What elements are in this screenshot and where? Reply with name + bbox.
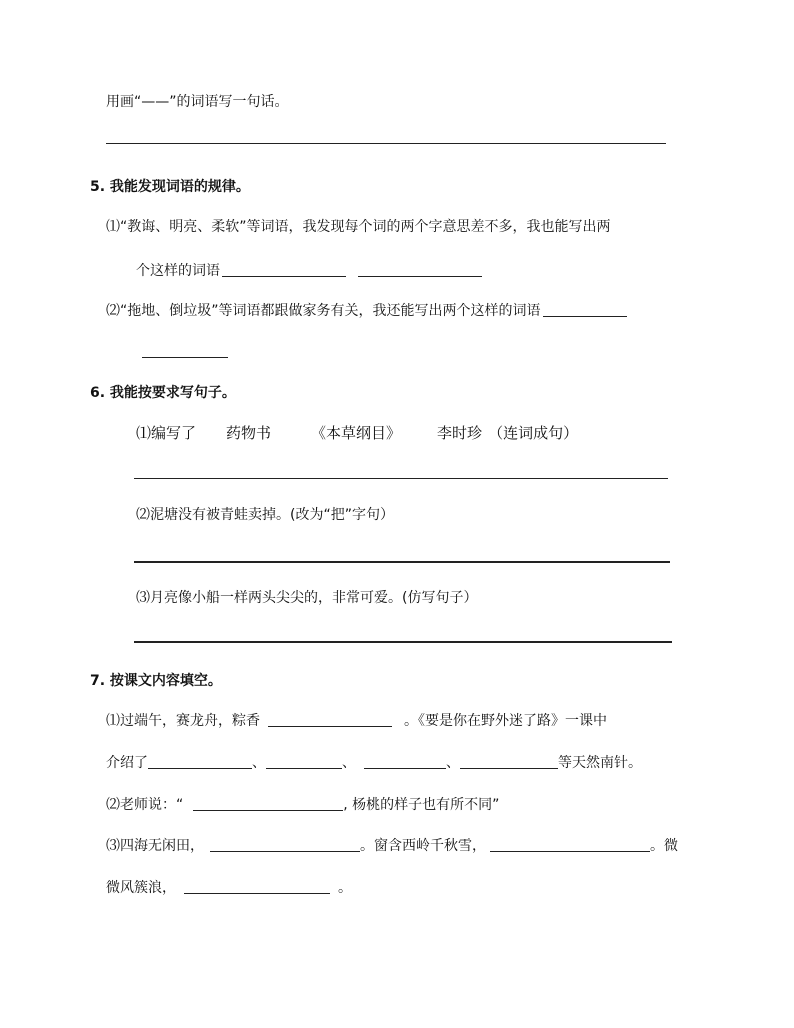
q5-item1-text: ⑴“教诲、明亮、柔软”等词语，我发现每个词的两个字意思差不多，我也能写出两: [106, 219, 611, 235]
q5-item2-text: ⑵“拖地、倒垃圾”等词语都跟做家务有关，我还能写出两个这样的词语: [106, 303, 541, 319]
q7-item1-blank-1[interactable]: [268, 712, 392, 727]
q7-item3-text-c: 。微: [650, 838, 678, 854]
q6-item1-line: [136, 424, 578, 442]
q6-item2-text: ⑵泥塘没有被青蛙卖掉。(改为“把”字句）: [136, 507, 394, 523]
q7-item3-blank-3[interactable]: [184, 879, 330, 894]
q5-item2-line: [106, 302, 627, 320]
q7-item3-blank-1[interactable]: [210, 837, 360, 852]
q7-item1-text-a: ⑴过端午，赛龙舟，粽香: [106, 713, 260, 729]
q7-item2-text-a: ⑵老师说：“: [106, 797, 184, 813]
q5-title: 5. 我能发现词语的规律。: [90, 179, 250, 195]
q7-item1-blank-5[interactable]: [460, 754, 558, 769]
q7-item2-text-b: , 杨桃的样子也有所不同”: [343, 797, 500, 813]
q5-item1-blank-2[interactable]: [358, 262, 482, 277]
q7-item1-sep-1: 、: [252, 755, 266, 771]
q6-title: 6. 我能按要求写句子。: [90, 385, 236, 401]
q5-item1-line2: [136, 262, 482, 280]
q5-item2-blank-1[interactable]: [543, 302, 627, 317]
q7-item1-sep-2: 、: [342, 755, 356, 771]
q6-item1-word2: 《本草纲目》: [311, 424, 402, 442]
q7-item2-blank[interactable]: [193, 796, 343, 811]
q5-item1-label: 个这样的词语: [136, 263, 220, 279]
q7-item1-sep-3: 、: [446, 755, 460, 771]
q7-item1-blank-2[interactable]: [148, 754, 252, 769]
q7-item3-text-b: 。窗含西岭千秋雪，: [360, 838, 486, 854]
q6-item3-answer-line[interactable]: [134, 641, 672, 643]
q7-item3-line2-text: 微风簇浪，: [106, 880, 176, 896]
q6-item1-word3: 李时珍: [437, 424, 483, 442]
q6-item1-prefix: ⑴编写了: [136, 424, 197, 442]
q7-item2-line: [106, 796, 499, 814]
q7-item1-line1: [106, 712, 607, 730]
q7-item1-blank-4[interactable]: [364, 754, 446, 769]
q7-item3-line2: [106, 879, 352, 897]
q5-item2-blank-2[interactable]: [142, 357, 228, 358]
q7-item1-line2-end: 等天然南针。: [558, 755, 642, 771]
q4-sentence-prompt: 用画“——”的词语写一句话。: [106, 94, 289, 110]
q7-item1-blank-3[interactable]: [266, 754, 342, 769]
q7-item1-line2: [106, 754, 642, 772]
q6-item1-answer-line[interactable]: [134, 478, 668, 479]
q7-item3-blank-2[interactable]: [490, 837, 650, 852]
q6-item1-note: （连词成句）: [488, 424, 579, 442]
q6-item1-word1: 药物书: [226, 424, 272, 442]
q7-item3-line2-end: 。: [338, 880, 352, 896]
q6-item3-text: ⑶月亮像小船一样两头尖尖的，非常可爱。(仿写句子）: [136, 590, 478, 606]
q7-title: 7. 按课文内容填空。: [90, 673, 222, 689]
q6-item2-answer-line[interactable]: [134, 561, 670, 563]
q7-item1-text-b: 。《要是你在野外迷了路》一课中: [404, 713, 607, 729]
q7-item1-line2-label: 介绍了: [106, 755, 148, 771]
q7-item3-text-a: ⑶四海无闲田，: [106, 838, 204, 854]
q7-item3-line1: [106, 837, 678, 855]
q4-answer-line[interactable]: [106, 143, 666, 144]
q5-item1-blank-1[interactable]: [222, 262, 346, 277]
